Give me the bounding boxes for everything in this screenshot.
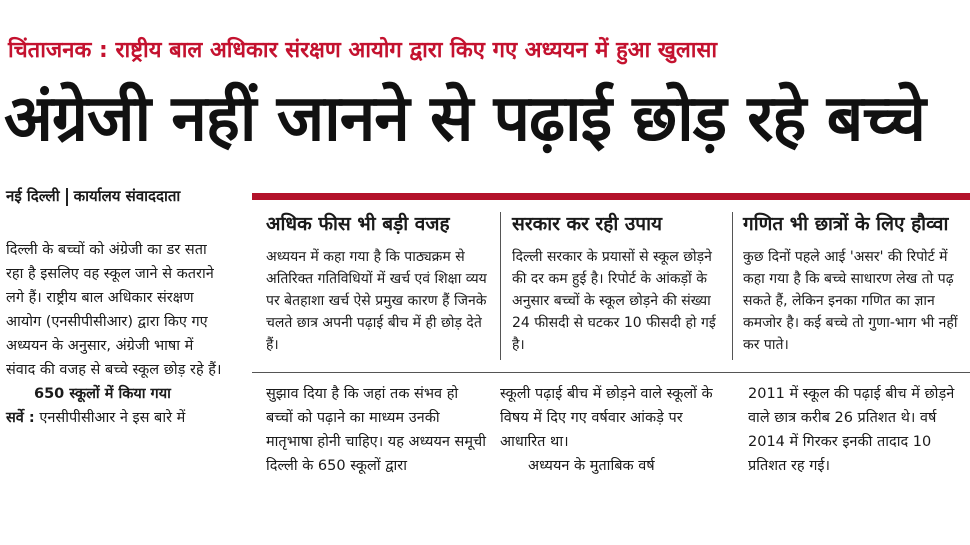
body-column-2-text-2: अध्ययन के मुताबिक वर्ष	[528, 458, 655, 474]
left-paragraph-1: दिल्ली के बच्चों को अंग्रेजी का डर सता रहा है इसलिए वह स्कूल जाने से कतराने लगे हैं। राष्ट्रीय बाल अधिकार संरक्षण आयोग (एनसीपीसीआर) द्वारा किए गए अध्ययन के अनुसार, अंग्रेजी भाषा में संवाद की वजह से बच्चे स्कूल छोड़ रहे हैं।	[6, 242, 222, 378]
body-column-2	[500, 382, 718, 478]
infobox-math-title: गणित भी छात्रों के लिए हौव्वा	[743, 213, 949, 235]
section-rule	[252, 193, 970, 200]
infobox-math-body: कुछ दिनों पहले आई 'असर' की रिपोर्ट में कहा गया है कि बच्चे साधारण लेख तो पढ़ सकते हैं, लेकिन इनका गणित का ज्ञान कमजोर है। कई बच्चे तो गुणा-भाग भी नहीं कर पाते।	[743, 249, 958, 353]
infobox-fees-body: अध्ययन में कहा गया है कि पाठ्यक्रम से अतिरिक्त गतिविधियों में खर्च एवं शिक्षा व्यय पर बेतहाशा खर्च ऐसे प्रमुख कारण हैं जिनके चलते छात्र अपनी पढ़ाई बीच में ही छोड़ देते हैं।	[266, 249, 487, 353]
left-paragraph-2-text: एनसीपीसीआर ने इस बारे में	[39, 410, 186, 426]
body-column-3-text: 2011 में स्कूल की पढ़ाई बीच में छोड़ने वाले छात्र करीब 26 प्रतिशत थे। वर्ष 2014 में गिरकर इनकी तादाद 10 प्रतिशत रह गई।	[748, 386, 955, 474]
infobox-government-body: दिल्ली सरकार के प्रयासों से स्कूल छोड़ने की दर कम हुई है। रिपोर्ट के आंकड़ों के अनुसार बच्चों के स्कूल छोड़ने की संख्या 24 फीसदी से घटकर 10 फीसदी हो गई है।	[512, 249, 716, 353]
infobox-government-title: सरकार कर रही उपाय	[512, 213, 663, 235]
kicker-label: चिंताजनक :	[8, 38, 108, 63]
box-bottom-rule	[252, 372, 970, 373]
infobox-fees-title: अधिक फीस भी बड़ी वजह	[266, 213, 450, 235]
dateline-byline: कार्यालय संवाददाता	[73, 187, 181, 205]
body-column-1-text: सुझाव दिया है कि जहां तक संभव हो बच्चों को पढ़ाने का माध्यम उनकी मातृभाषा होनी चाहिए। यह अध्ययन समूची दिल्ली के 650 स्कूलों द्वारा	[266, 386, 486, 474]
left-subhead	[6, 382, 224, 406]
body-column-3	[748, 382, 968, 478]
article-headline: अंग्रेजी नहीं जानने से पढ़ाई छोड़ रहे बच्चे	[4, 82, 926, 156]
infobox-government	[512, 210, 722, 360]
body-column-2-text: स्कूली पढ़ाई बीच में छोड़ने वाले स्कूलों के विषय में दिए गए वर्षवार आंकड़े पर आधारित था।	[500, 386, 713, 450]
dateline-place: नई दिल्ली	[6, 187, 60, 205]
column-divider	[500, 212, 501, 360]
column-divider	[732, 212, 733, 360]
body-column-1	[266, 382, 488, 478]
dateline	[6, 186, 180, 206]
infobox-math	[743, 210, 967, 360]
dateline-separator	[66, 188, 68, 206]
subhead-line: 650 स्कूलों में किया गया	[34, 386, 171, 402]
kicker-text: राष्ट्रीय बाल अधिकार संरक्षण आयोग द्वारा किए गए अध्ययन में हुआ खुलासा	[115, 38, 718, 63]
subhead-line-2: सर्वे :	[6, 410, 35, 426]
article-kicker	[8, 34, 717, 64]
infobox-fees	[266, 210, 488, 360]
left-column	[6, 238, 224, 430]
left-paragraph-2	[6, 406, 224, 430]
